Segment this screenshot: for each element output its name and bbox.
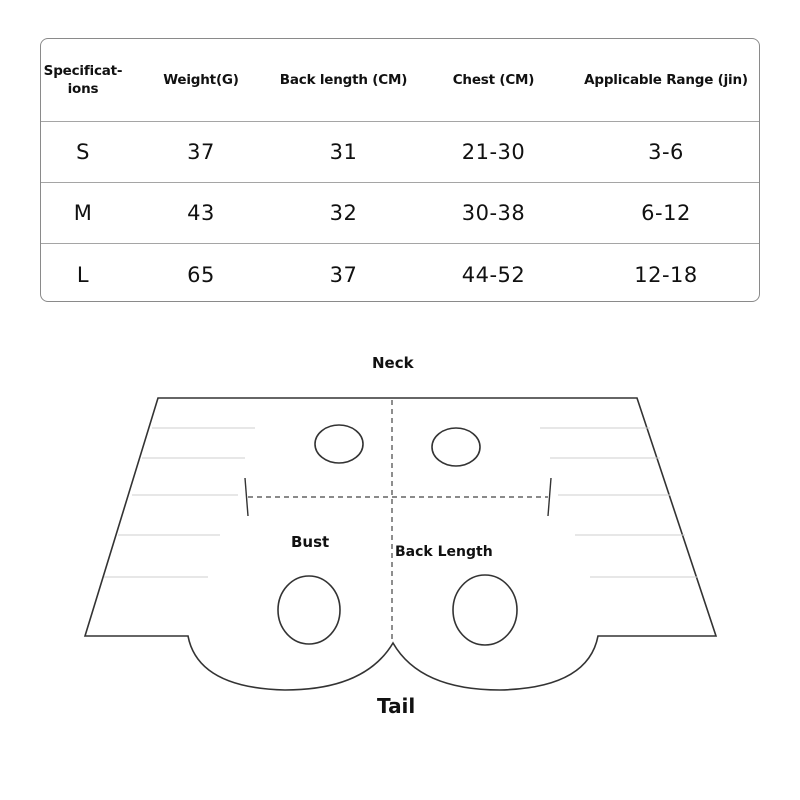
- harness-diagram: [0, 330, 800, 750]
- cell-size: M: [73, 201, 93, 225]
- header-applicable-range: [571, 39, 760, 121]
- header-applicable-range-text: Applicable Range (jin): [584, 72, 748, 88]
- cell-size: L: [76, 263, 90, 287]
- table-row-s: [41, 122, 759, 183]
- tail-label: Tail: [377, 694, 416, 718]
- cell-back-length: 31: [329, 140, 358, 164]
- table-row-l: [41, 244, 759, 302]
- strap-mark-right: [548, 478, 551, 516]
- bust-label: Bust: [291, 533, 330, 551]
- measure-lines: [248, 400, 548, 642]
- size-table: [40, 38, 760, 302]
- header-weight-text: Weight(G): [163, 72, 239, 88]
- leg-hole-right-bottom: [453, 575, 517, 645]
- leg-hole-right-top: [432, 428, 480, 466]
- header-chest-text: Chest (CM): [452, 72, 535, 88]
- header-weight: [141, 39, 261, 121]
- back-length-label: Back Length: [395, 544, 493, 560]
- neck-label: Neck: [372, 354, 414, 372]
- harness-outline-svg: [0, 330, 800, 750]
- strap-mark-left: [245, 478, 248, 516]
- cell-weight: 43: [187, 201, 215, 225]
- cell-applicable-range: 12-18: [634, 263, 698, 287]
- leg-hole-left-bottom: [278, 576, 340, 644]
- cell-weight: 37: [187, 140, 215, 164]
- cell-size: S: [76, 140, 90, 164]
- strap-marks: [245, 478, 551, 516]
- header-specifications: [41, 39, 125, 121]
- header-back-length: [271, 39, 416, 121]
- cell-applicable-range: 3-6: [648, 140, 684, 164]
- cell-chest: 44-52: [461, 263, 526, 287]
- table-row-m: [41, 183, 759, 244]
- header-chest: [431, 39, 556, 121]
- table-header-row: [41, 39, 759, 122]
- cell-chest: 30-38: [461, 201, 526, 225]
- cell-chest: 21-30: [461, 140, 526, 164]
- cell-back-length: 32: [329, 201, 358, 225]
- leg-hole-left-top: [315, 425, 363, 463]
- header-specifications-text: Specificat- ions: [43, 63, 123, 97]
- cell-weight: 65: [187, 263, 215, 287]
- header-back-length-text: Back length (CM): [279, 72, 408, 88]
- cell-back-length: 37: [329, 263, 358, 287]
- cell-applicable-range: 6-12: [641, 201, 691, 225]
